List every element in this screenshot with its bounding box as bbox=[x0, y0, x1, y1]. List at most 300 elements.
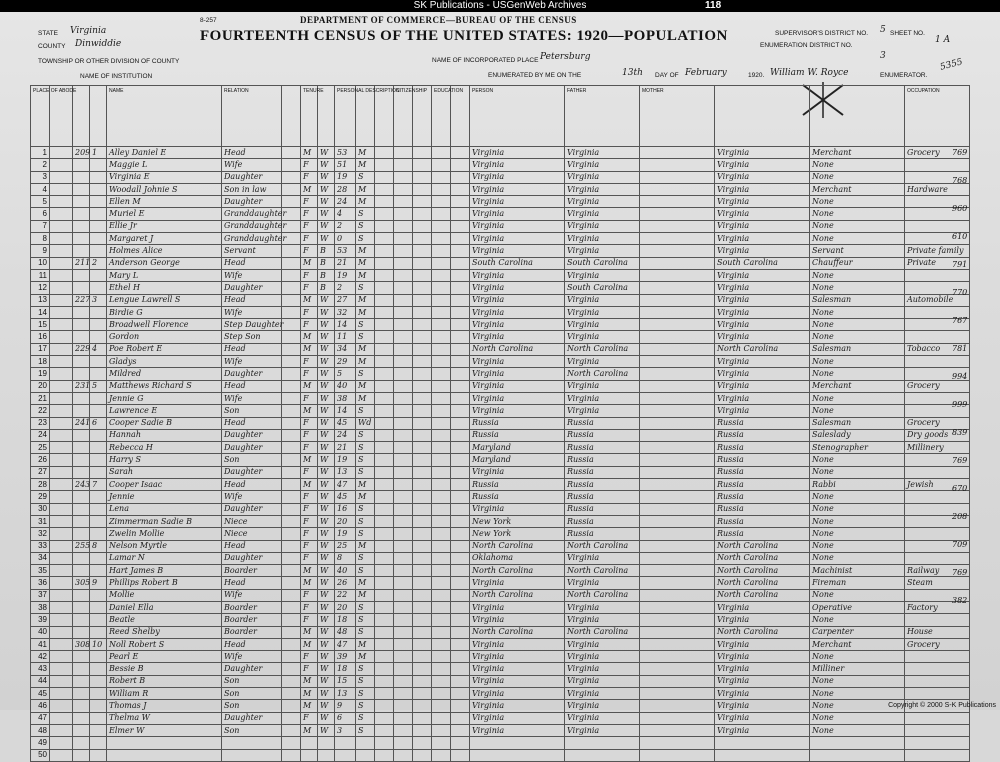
education-cell bbox=[432, 712, 451, 724]
marital-status: S bbox=[356, 466, 375, 478]
mother-tongue-cell bbox=[640, 552, 715, 564]
mother-tongue-cell bbox=[640, 429, 715, 441]
father-birthplace: Russia bbox=[565, 528, 640, 540]
marital-status: S bbox=[356, 208, 375, 220]
education-cell bbox=[451, 368, 470, 380]
table-row bbox=[31, 356, 970, 368]
education-cell bbox=[413, 712, 432, 724]
mother-birthplace: Virginia bbox=[715, 614, 810, 626]
enumerated-year: 1920. bbox=[748, 72, 765, 79]
education-cell bbox=[451, 294, 470, 306]
mother-tongue-cell bbox=[640, 663, 715, 675]
industry bbox=[905, 528, 970, 540]
margin-number: 791 bbox=[952, 260, 968, 269]
education-cell bbox=[413, 380, 432, 392]
sex: F bbox=[301, 614, 318, 626]
house-number: 231 bbox=[73, 380, 90, 392]
mother-tongue-cell bbox=[640, 159, 715, 171]
table-row bbox=[31, 601, 970, 613]
street-cell bbox=[50, 343, 73, 355]
citizenship-cell bbox=[394, 638, 413, 650]
age: 26 bbox=[335, 577, 356, 589]
father-birthplace: Russia bbox=[565, 466, 640, 478]
age: 20 bbox=[335, 515, 356, 527]
tenure-cell bbox=[282, 712, 301, 724]
marital-status: S bbox=[356, 528, 375, 540]
education-cell bbox=[451, 392, 470, 404]
house-number bbox=[73, 749, 90, 761]
education-cell bbox=[451, 577, 470, 589]
incorporated-place-label: NAME OF INCORPORATED PLACE bbox=[432, 57, 539, 64]
citizenship-cell bbox=[375, 343, 394, 355]
person-name: Anderson George bbox=[107, 257, 222, 269]
row-number: 25 bbox=[31, 442, 50, 454]
race: W bbox=[318, 466, 335, 478]
mother-tongue-cell bbox=[640, 479, 715, 491]
citizenship-cell bbox=[394, 380, 413, 392]
table-row bbox=[31, 675, 970, 687]
person-name: Beatle bbox=[107, 614, 222, 626]
row-number: 4 bbox=[31, 183, 50, 195]
relation: Boarder bbox=[222, 626, 282, 638]
education-cell bbox=[413, 208, 432, 220]
education-cell bbox=[451, 319, 470, 331]
relation: Daughter bbox=[222, 503, 282, 515]
column-heading: TENURE bbox=[301, 86, 318, 147]
industry: Dry goods bbox=[905, 429, 970, 441]
family-number bbox=[90, 245, 107, 257]
education-cell bbox=[451, 663, 470, 675]
birthplace: Russia bbox=[470, 429, 565, 441]
father-birthplace: Virginia bbox=[565, 405, 640, 417]
margin-number: 781 bbox=[952, 344, 968, 353]
row-number: 46 bbox=[31, 700, 50, 712]
education-cell bbox=[451, 503, 470, 515]
citizenship-cell bbox=[394, 368, 413, 380]
family-number: 7 bbox=[90, 479, 107, 491]
sex: F bbox=[301, 429, 318, 441]
relation: Head bbox=[222, 540, 282, 552]
industry bbox=[905, 269, 970, 281]
education-cell bbox=[413, 737, 432, 749]
mother-birthplace: Virginia bbox=[715, 601, 810, 613]
table-row bbox=[31, 454, 970, 466]
mother-tongue-cell bbox=[640, 638, 715, 650]
education-cell bbox=[451, 515, 470, 527]
mother-birthplace: Virginia bbox=[715, 331, 810, 343]
form-number: 8-257 bbox=[200, 17, 217, 24]
education-cell bbox=[413, 233, 432, 245]
person-name: Rebecca H bbox=[107, 442, 222, 454]
mother-tongue-cell bbox=[640, 257, 715, 269]
enumeration-district-value: 3 bbox=[880, 51, 886, 61]
sex: M bbox=[301, 626, 318, 638]
tenure-cell bbox=[282, 196, 301, 208]
age: 8 bbox=[335, 552, 356, 564]
race: W bbox=[318, 331, 335, 343]
marital-status: S bbox=[356, 331, 375, 343]
age: 53 bbox=[335, 147, 356, 159]
mother-tongue-cell bbox=[640, 294, 715, 306]
citizenship-cell bbox=[375, 712, 394, 724]
family-number: 4 bbox=[90, 343, 107, 355]
race: W bbox=[318, 368, 335, 380]
occupation: Merchant bbox=[810, 380, 905, 392]
house-number bbox=[73, 356, 90, 368]
race: B bbox=[318, 245, 335, 257]
citizenship-cell bbox=[394, 565, 413, 577]
citizenship-cell bbox=[394, 159, 413, 171]
occupation: None bbox=[810, 675, 905, 687]
family-number: 1 bbox=[90, 147, 107, 159]
row-number: 24 bbox=[31, 429, 50, 441]
tenure-cell bbox=[282, 294, 301, 306]
citizenship-cell bbox=[394, 589, 413, 601]
marital-status: S bbox=[356, 454, 375, 466]
education-cell bbox=[451, 749, 470, 761]
house-number bbox=[73, 565, 90, 577]
house-number bbox=[73, 233, 90, 245]
industry: Grocery bbox=[905, 380, 970, 392]
row-number: 10 bbox=[31, 257, 50, 269]
relation: Wife bbox=[222, 269, 282, 281]
citizenship-cell bbox=[375, 626, 394, 638]
race: W bbox=[318, 614, 335, 626]
table-row bbox=[31, 368, 970, 380]
street-cell bbox=[50, 503, 73, 515]
education-cell bbox=[451, 491, 470, 503]
family-number bbox=[90, 712, 107, 724]
education-cell bbox=[413, 343, 432, 355]
house-number bbox=[73, 712, 90, 724]
row-number: 38 bbox=[31, 601, 50, 613]
occupation: None bbox=[810, 220, 905, 232]
marital-status: S bbox=[356, 282, 375, 294]
occupation: Saleslady bbox=[810, 429, 905, 441]
sex: F bbox=[301, 306, 318, 318]
age: 18 bbox=[335, 614, 356, 626]
banner-text: SK Publications - USGenWeb Archives bbox=[413, 0, 587, 11]
house-number bbox=[73, 528, 90, 540]
column-heading: OCCUPATION bbox=[905, 86, 970, 147]
age: 24 bbox=[335, 429, 356, 441]
house-number bbox=[73, 626, 90, 638]
birthplace: Virginia bbox=[470, 577, 565, 589]
citizenship-cell bbox=[375, 208, 394, 220]
race: W bbox=[318, 663, 335, 675]
table-row bbox=[31, 183, 970, 195]
citizenship-cell bbox=[394, 257, 413, 269]
house-number: 227 bbox=[73, 294, 90, 306]
marital-status: S bbox=[356, 319, 375, 331]
birthplace bbox=[470, 737, 565, 749]
citizenship-cell bbox=[375, 651, 394, 663]
mother-tongue-cell bbox=[640, 614, 715, 626]
family-number bbox=[90, 233, 107, 245]
mother-birthplace: Virginia bbox=[715, 196, 810, 208]
race: W bbox=[318, 724, 335, 736]
person-name: Muriel E bbox=[107, 208, 222, 220]
person-name: Gordon bbox=[107, 331, 222, 343]
education-cell bbox=[413, 171, 432, 183]
education-cell bbox=[451, 282, 470, 294]
house-number bbox=[73, 183, 90, 195]
father-birthplace: North Carolina bbox=[565, 589, 640, 601]
race: W bbox=[318, 454, 335, 466]
house-number bbox=[73, 454, 90, 466]
race: B bbox=[318, 257, 335, 269]
race: W bbox=[318, 601, 335, 613]
sex: F bbox=[301, 245, 318, 257]
person-name: Lena bbox=[107, 503, 222, 515]
banner-sheet-number: 118 bbox=[705, 0, 722, 11]
birthplace: Russia bbox=[470, 417, 565, 429]
house-number bbox=[73, 663, 90, 675]
father-birthplace: Virginia bbox=[565, 331, 640, 343]
education-cell bbox=[413, 282, 432, 294]
person-name: Gladys bbox=[107, 356, 222, 368]
row-number: 11 bbox=[31, 269, 50, 281]
mother-birthplace: North Carolina bbox=[715, 626, 810, 638]
birthplace: North Carolina bbox=[470, 343, 565, 355]
father-birthplace: Virginia bbox=[565, 159, 640, 171]
family-number bbox=[90, 688, 107, 700]
row-number: 37 bbox=[31, 589, 50, 601]
mother-birthplace: Virginia bbox=[715, 405, 810, 417]
mother-birthplace: Virginia bbox=[715, 208, 810, 220]
race: W bbox=[318, 147, 335, 159]
citizenship-cell bbox=[375, 233, 394, 245]
column-heading: CITIZENSHIP bbox=[394, 86, 413, 147]
tenure-cell bbox=[282, 245, 301, 257]
citizenship-cell bbox=[394, 269, 413, 281]
birthplace: Virginia bbox=[470, 700, 565, 712]
occupation: None bbox=[810, 503, 905, 515]
table-row bbox=[31, 700, 970, 712]
education-cell bbox=[432, 417, 451, 429]
relation: Boarder bbox=[222, 565, 282, 577]
tenure-cell bbox=[282, 491, 301, 503]
relation: Daughter bbox=[222, 196, 282, 208]
family-number: 2 bbox=[90, 257, 107, 269]
person-name: Nelson Myrtle bbox=[107, 540, 222, 552]
education-cell bbox=[413, 565, 432, 577]
marital-status: M bbox=[356, 651, 375, 663]
house-number bbox=[73, 269, 90, 281]
occupation: None bbox=[810, 614, 905, 626]
citizenship-cell bbox=[375, 540, 394, 552]
family-number bbox=[90, 700, 107, 712]
table-row bbox=[31, 429, 970, 441]
table-row bbox=[31, 528, 970, 540]
education-cell bbox=[432, 392, 451, 404]
row-number: 1 bbox=[31, 147, 50, 159]
tenure-cell bbox=[282, 540, 301, 552]
race bbox=[318, 749, 335, 761]
citizenship-cell bbox=[375, 306, 394, 318]
education-cell bbox=[432, 220, 451, 232]
race: W bbox=[318, 577, 335, 589]
family-number bbox=[90, 626, 107, 638]
birthplace: Virginia bbox=[470, 651, 565, 663]
table-row bbox=[31, 638, 970, 650]
street-cell bbox=[50, 171, 73, 183]
sex: M bbox=[301, 479, 318, 491]
person-name: Jennie bbox=[107, 491, 222, 503]
row-number: 34 bbox=[31, 552, 50, 564]
occupation bbox=[810, 737, 905, 749]
sex: F bbox=[301, 589, 318, 601]
street-cell bbox=[50, 479, 73, 491]
sex: F bbox=[301, 196, 318, 208]
citizenship-cell bbox=[394, 737, 413, 749]
marital-status: M bbox=[356, 380, 375, 392]
relation: Head bbox=[222, 257, 282, 269]
marital-status: M bbox=[356, 257, 375, 269]
education-cell bbox=[451, 737, 470, 749]
row-number: 27 bbox=[31, 466, 50, 478]
mother-birthplace: Virginia bbox=[715, 663, 810, 675]
mother-tongue-cell bbox=[640, 208, 715, 220]
table-row bbox=[31, 688, 970, 700]
birthplace: North Carolina bbox=[470, 589, 565, 601]
age: 29 bbox=[335, 356, 356, 368]
education-cell bbox=[451, 601, 470, 613]
sex: M bbox=[301, 183, 318, 195]
occupation: None bbox=[810, 651, 905, 663]
family-number bbox=[90, 269, 107, 281]
person-name: Zimmerman Sadie B bbox=[107, 515, 222, 527]
row-number: 19 bbox=[31, 368, 50, 380]
sex: F bbox=[301, 442, 318, 454]
birthplace: Virginia bbox=[470, 392, 565, 404]
father-birthplace: Virginia bbox=[565, 724, 640, 736]
occupation: Machinist bbox=[810, 565, 905, 577]
mother-birthplace: Russia bbox=[715, 442, 810, 454]
house-number bbox=[73, 491, 90, 503]
relation: Granddaughter bbox=[222, 233, 282, 245]
tenure-cell bbox=[282, 552, 301, 564]
table-row bbox=[31, 147, 970, 159]
father-birthplace: Virginia bbox=[565, 269, 640, 281]
house-number bbox=[73, 405, 90, 417]
row-number: 42 bbox=[31, 651, 50, 663]
sex: F bbox=[301, 368, 318, 380]
row-number: 39 bbox=[31, 614, 50, 626]
person-name: Ellie Jr bbox=[107, 220, 222, 232]
table-row bbox=[31, 614, 970, 626]
education-cell bbox=[451, 675, 470, 687]
family-number bbox=[90, 651, 107, 663]
birthplace: Virginia bbox=[470, 319, 565, 331]
tenure-cell bbox=[282, 417, 301, 429]
education-cell bbox=[413, 601, 432, 613]
age: 32 bbox=[335, 306, 356, 318]
mother-tongue-cell bbox=[640, 442, 715, 454]
mother-tongue-cell bbox=[640, 515, 715, 527]
table-row bbox=[31, 724, 970, 736]
margin-number: 769 bbox=[952, 456, 968, 465]
age: 40 bbox=[335, 380, 356, 392]
birthplace: Virginia bbox=[470, 503, 565, 515]
table-row bbox=[31, 294, 970, 306]
person-name: Mildred bbox=[107, 368, 222, 380]
row-number: 21 bbox=[31, 392, 50, 404]
race: W bbox=[318, 589, 335, 601]
family-number bbox=[90, 454, 107, 466]
education-cell bbox=[451, 220, 470, 232]
birthplace: North Carolina bbox=[470, 565, 565, 577]
family-number bbox=[90, 724, 107, 736]
education-cell bbox=[432, 614, 451, 626]
citizenship-cell bbox=[394, 479, 413, 491]
mother-tongue-cell bbox=[640, 368, 715, 380]
person-name: Jennie G bbox=[107, 392, 222, 404]
family-number bbox=[90, 220, 107, 232]
citizenship-cell bbox=[375, 688, 394, 700]
education-cell bbox=[451, 724, 470, 736]
column-heading: EDUCATION bbox=[432, 86, 451, 147]
mother-tongue-cell bbox=[640, 306, 715, 318]
tenure-cell bbox=[282, 306, 301, 318]
tenure-cell bbox=[282, 331, 301, 343]
column-heading-blank bbox=[451, 86, 470, 147]
tenure-cell bbox=[282, 515, 301, 527]
mother-birthplace: Virginia bbox=[715, 675, 810, 687]
column-heading-blank bbox=[50, 86, 73, 147]
sex: F bbox=[301, 540, 318, 552]
table-row bbox=[31, 319, 970, 331]
relation: Head bbox=[222, 380, 282, 392]
education-cell bbox=[451, 552, 470, 564]
sex: M bbox=[301, 147, 318, 159]
marital-status: M bbox=[356, 577, 375, 589]
relation: Son bbox=[222, 454, 282, 466]
margin-number: 770 bbox=[952, 288, 968, 297]
marital-status: S bbox=[356, 614, 375, 626]
street-cell bbox=[50, 319, 73, 331]
sex: F bbox=[301, 712, 318, 724]
state-label: STATE bbox=[38, 30, 58, 37]
mother-birthplace: Russia bbox=[715, 503, 810, 515]
birthplace: Virginia bbox=[470, 171, 565, 183]
table-row bbox=[31, 380, 970, 392]
mother-birthplace: Virginia bbox=[715, 319, 810, 331]
mother-birthplace: Virginia bbox=[715, 712, 810, 724]
race: W bbox=[318, 429, 335, 441]
mother-birthplace: Virginia bbox=[715, 724, 810, 736]
relation: Daughter bbox=[222, 712, 282, 724]
enumerator-label: ENUMERATOR. bbox=[880, 72, 928, 79]
education-cell bbox=[413, 245, 432, 257]
mother-birthplace: Virginia bbox=[715, 282, 810, 294]
citizenship-cell bbox=[394, 614, 413, 626]
street-cell bbox=[50, 651, 73, 663]
relation: Niece bbox=[222, 528, 282, 540]
relation: Son bbox=[222, 724, 282, 736]
mother-tongue-cell bbox=[640, 688, 715, 700]
person-name: Holmes Alice bbox=[107, 245, 222, 257]
mother-birthplace: Virginia bbox=[715, 245, 810, 257]
birthplace: Virginia bbox=[470, 306, 565, 318]
mother-birthplace: Russia bbox=[715, 454, 810, 466]
father-birthplace: Virginia bbox=[565, 356, 640, 368]
tenure-cell bbox=[282, 565, 301, 577]
person-name: Ethel H bbox=[107, 282, 222, 294]
father-birthplace: Virginia bbox=[565, 577, 640, 589]
row-number: 14 bbox=[31, 306, 50, 318]
marital-status: S bbox=[356, 601, 375, 613]
